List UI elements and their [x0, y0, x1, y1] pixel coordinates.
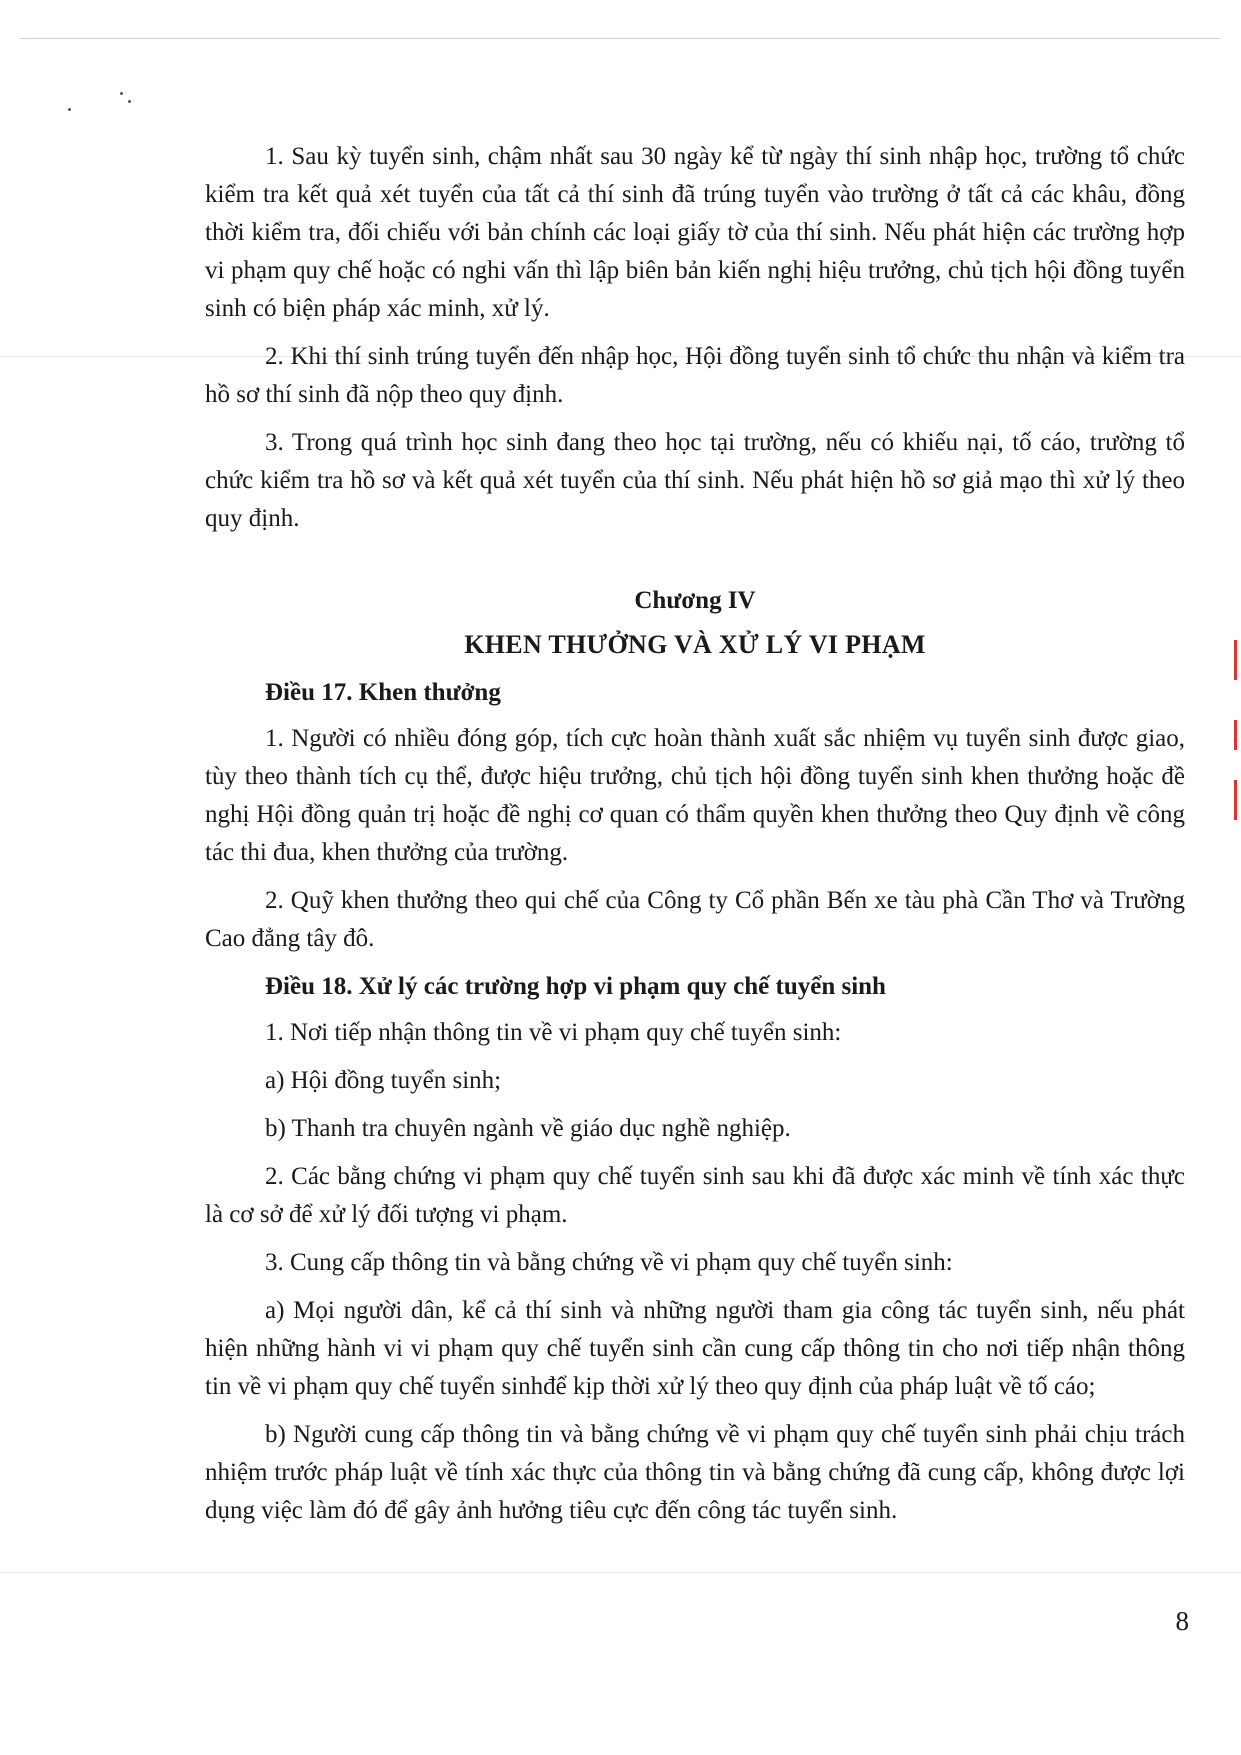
paragraph: a) Hội đồng tuyển sinh; — [265, 1067, 502, 1094]
scan-artifact-line — [20, 38, 1220, 39]
document-body — [205, 138, 1185, 1540]
article-18-heading: Điều 18. Xử lý các trường hợp vi phạm quy chế tuyển sinh — [265, 973, 886, 1000]
scan-artifact-line — [0, 1572, 1241, 1573]
margin-mark — [1234, 780, 1237, 820]
paragraph: 1. Người có nhiều đóng góp, tích cực hoàn thành xuất sắc nhiệm vụ tuyển sinh được giao, tùy theo thành tích cụ thể, được hiệu trưởng, chủ tịch hội đồng tuyển sinh khen thưởng hoặc đề nghị Hội đồng quản trị hoặc đề nghị cơ quan có thẩm quyền khen thưởng theo Quy định về công tác thi đua, khen thưởng của trường. — [205, 725, 1185, 866]
margin-mark — [1234, 640, 1237, 680]
chapter-label: Chương IV — [634, 587, 756, 614]
scan-speck — [68, 108, 71, 111]
paragraph: 3. Cung cấp thông tin và bằng chứng về vi phạm quy chế tuyển sinh: — [265, 1249, 953, 1276]
scan-speck — [128, 100, 131, 103]
paragraph: 1. Nơi tiếp nhận thông tin về vi phạm quy chế tuyển sinh: — [265, 1019, 842, 1046]
scan-speck — [120, 92, 123, 95]
article-17-heading: Điều 17. Khen thưởng — [265, 679, 501, 706]
paragraph: a) Mọi người dân, kể cả thí sinh và những người tham gia công tác tuyển sinh, nếu phát hiện những hành vi vi phạm quy chế tuyển sinh cần cung cấp thông tin cho nơi tiếp nhận thông tin về vi phạm quy chế tuyển sinhđể kịp thời xử lý theo quy định của pháp luật về tố cáo; — [205, 1297, 1185, 1400]
paragraph: b) Thanh tra chuyên ngành về giáo dục nghề nghiệp. — [265, 1115, 791, 1142]
paragraph: 2. Quỹ khen thưởng theo qui chế của Công ty Cổ phần Bến xe tàu phà Cần Thơ và Trường Cao đẳng tây đô. — [205, 887, 1185, 952]
chapter-title: KHEN THƯỞNG VÀ XỬ LÝ VI PHẠM — [464, 630, 926, 659]
paragraph: b) Người cung cấp thông tin và bằng chứng về vi phạm quy chế tuyển sinh phải chịu trách nhiệm trước pháp luật về tính xác thực của thông tin và bằng chứng đã cung cấp, không được lợi dụng việc làm đó để gây ảnh hưởng tiêu cực đến công tác tuyển sinh. — [205, 1421, 1185, 1524]
page-number: 8 — [1175, 1606, 1189, 1636]
paragraph: 1. Sau kỳ tuyển sinh, chậm nhất sau 30 ngày kể từ ngày thí sinh nhập học, trường tổ chức kiểm tra kết quả xét tuyển của tất cả thí sinh đã trúng tuyển vào trường ở tất cả các khâu, đồng thời kiểm tra, đối chiếu với bản chính các loại giấy tờ của thí sinh. Nếu phát hiện các trường hợp vi phạm quy chế hoặc có nghi vấn thì lập biên bản kiến nghị hiệu trưởng, chủ tịch hội đồng tuyển sinh có biện pháp xác minh, xử lý. — [205, 143, 1185, 322]
paragraph: 2. Khi thí sinh trúng tuyển đến nhập học, Hội đồng tuyển sinh tổ chức thu nhận và kiểm tra hồ sơ thí sinh đã nộp theo quy định. — [205, 343, 1185, 408]
paragraph: 3. Trong quá trình học sinh đang theo học tại trường, nếu có khiếu nại, tố cáo, trường tổ chức kiểm tra hồ sơ và kết quả xét tuyển của thí sinh. Nếu phát hiện hồ sơ giả mạo thì xử lý theo quy định. — [205, 429, 1185, 532]
paragraph: 2. Các bằng chứng vi phạm quy chế tuyển sinh sau khi đã được xác minh về tính xác thực là cơ sở để xử lý đối tượng vi phạm. — [205, 1163, 1185, 1228]
margin-mark — [1234, 720, 1237, 750]
